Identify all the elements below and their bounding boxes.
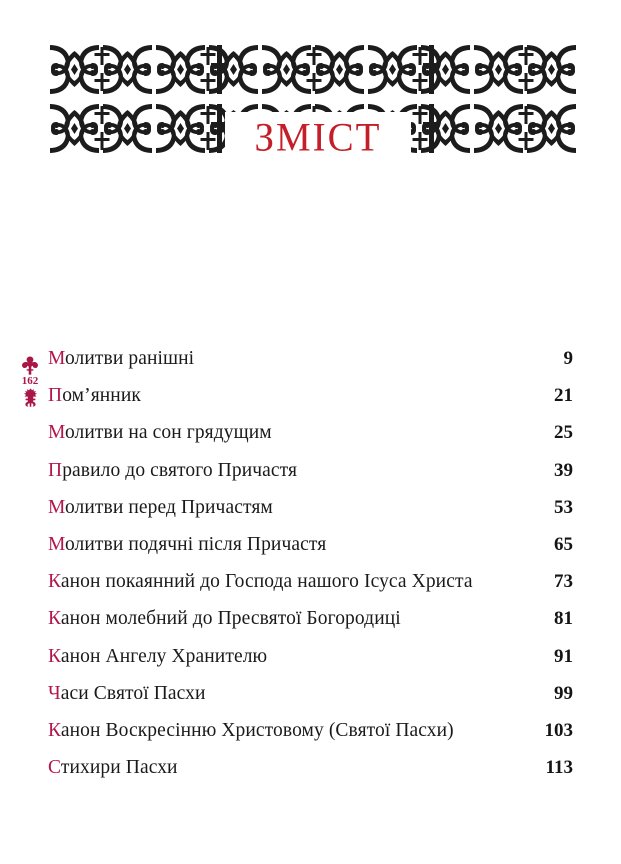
toc-entry-page: 99 <box>554 682 573 704</box>
toc-entry-initial: К <box>48 645 61 667</box>
toc-entry-page: 25 <box>554 422 573 444</box>
toc-entry-initial: М <box>48 422 65 444</box>
toc-entry-title <box>48 571 473 593</box>
toc-entry-page: 39 <box>554 459 573 481</box>
toc-entry-rest: анон молебний до Пресвятої Богородиці <box>60 608 401 630</box>
toc-entry-rest: аси Святої Пасхи <box>60 682 206 704</box>
toc-entry-rest: равило до святого Причастя <box>62 459 298 481</box>
trefoil-ornament-icon <box>21 356 39 375</box>
toc-entry-title <box>48 720 454 742</box>
toc-entry[interactable] <box>48 460 573 497</box>
toc-entry-page: 53 <box>554 496 573 518</box>
toc-entry-initial: С <box>48 757 61 779</box>
toc-entry-rest: анон покаянний до Господа нашого Ісуса Христа <box>60 571 473 593</box>
toc-entry-page: 9 <box>563 348 573 369</box>
toc-entry-initial: П <box>48 459 63 481</box>
toc-entry[interactable] <box>48 683 573 720</box>
toc-entry-rest: ом’янник <box>62 385 141 407</box>
toc-entry-initial: К <box>48 571 61 593</box>
toc-entry-rest: анон Воскресінню Христовому (Святої Пасхи) <box>60 719 454 741</box>
toc-entry[interactable] <box>48 757 573 794</box>
cross-ornament-icon <box>21 388 40 407</box>
toc-entry-title <box>48 534 326 556</box>
toc-entry-page: 91 <box>554 645 573 667</box>
toc-entry-title <box>48 497 273 519</box>
toc-entry-title <box>48 348 194 370</box>
toc-entry-initial: М <box>48 533 65 555</box>
toc-entry-page: 113 <box>545 757 573 779</box>
toc-entry-page: 65 <box>554 533 573 555</box>
toc-entry[interactable] <box>48 571 573 608</box>
toc-entry-title <box>48 683 206 705</box>
toc-entry[interactable] <box>48 534 573 571</box>
toc-entry-rest: олитви перед Причастям <box>64 496 273 518</box>
toc-entry-title <box>48 385 141 407</box>
toc-entry-title <box>48 757 178 779</box>
toc-entry-title <box>48 646 267 668</box>
toc-entry[interactable] <box>48 497 573 534</box>
toc-entry-rest: олитви подячні після Причастя <box>64 533 327 555</box>
toc-entry-initial: М <box>48 496 65 518</box>
toc-entry-initial: П <box>48 385 63 407</box>
toc-entry[interactable] <box>48 646 573 683</box>
toc-entry-title <box>48 422 272 444</box>
toc-entry-initial: Ч <box>48 682 61 704</box>
toc-entry-initial: М <box>48 348 65 369</box>
table-of-contents-list <box>48 348 573 794</box>
toc-entry-page: 73 <box>554 571 573 593</box>
toc-entry[interactable] <box>48 422 573 459</box>
toc-entry-title <box>48 460 297 482</box>
toc-entry-page: 81 <box>554 608 573 630</box>
margin-marker <box>14 356 46 407</box>
toc-entry-page: 103 <box>544 719 573 741</box>
toc-entry[interactable] <box>48 385 573 422</box>
toc-entry[interactable] <box>48 348 573 385</box>
toc-entry-rest: анон Ангелу Хранителю <box>60 645 268 667</box>
page-title-plate <box>225 112 411 162</box>
toc-entry-title <box>48 608 401 630</box>
toc-entry-rest: олитви ранішні <box>64 348 195 369</box>
toc-entry-initial: К <box>48 608 61 630</box>
toc-entry-rest: олитви на сон грядущим <box>64 422 272 444</box>
toc-entry[interactable] <box>48 608 573 645</box>
toc-entry[interactable] <box>48 720 573 757</box>
page-title: ЗМІСТ <box>254 115 382 159</box>
margin-page-number: 162 <box>21 375 39 387</box>
toc-entry-initial: К <box>48 719 61 741</box>
toc-entry-page: 21 <box>554 385 573 407</box>
toc-entry-rest: тихири Пасхи <box>60 757 178 779</box>
